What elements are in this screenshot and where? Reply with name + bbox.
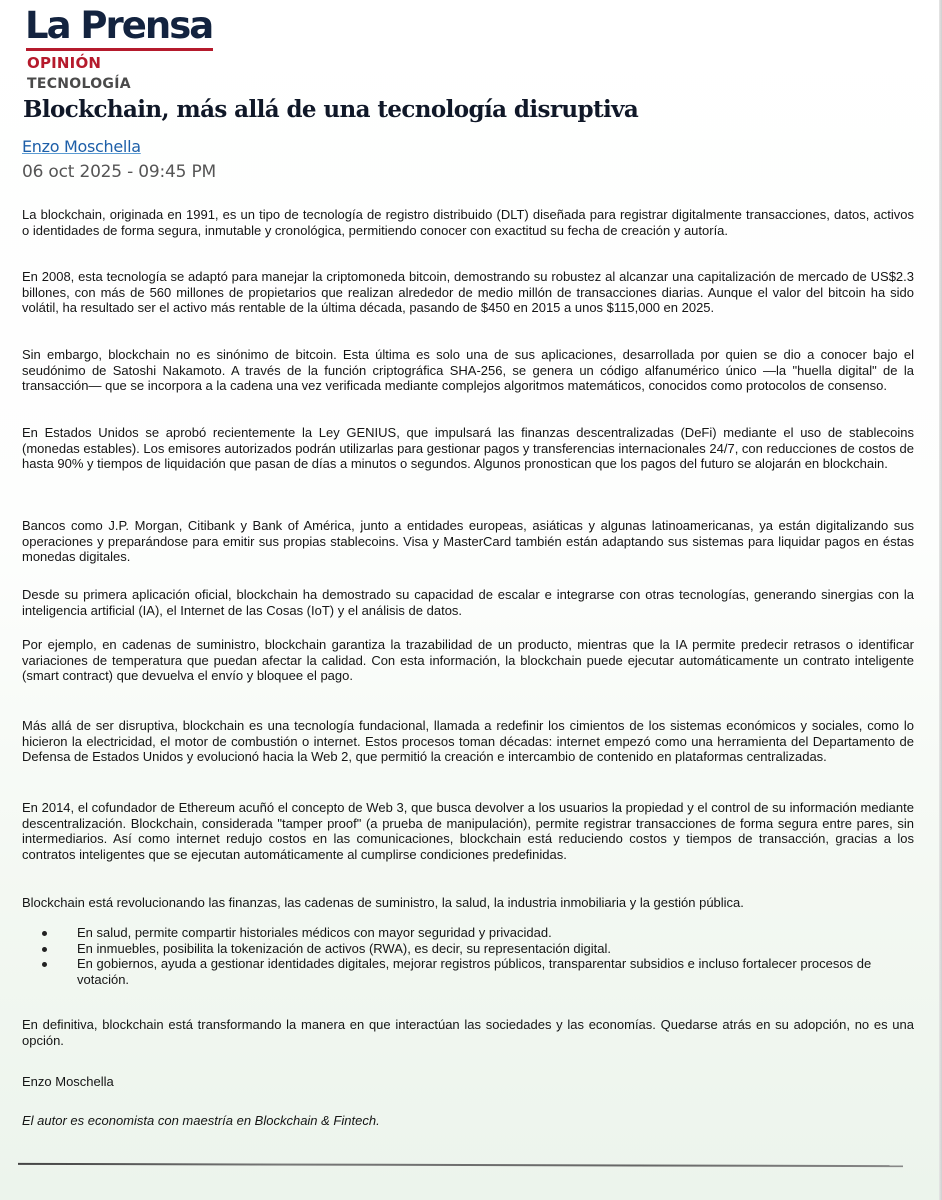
list-item: En salud, permite compartir historiales médicos con mayor seguridad y privacidad. (77, 925, 914, 941)
paragraph-4: En Estados Unidos se aprobó recientemente la Ley GENIUS, que impulsará las finanzas descentralizadas (DeFi) mediante el uso de stablecoins (monedas estables). Los emisores autorizados podrán utilizarlas para gestionar pagos y transferencias internacionales 24/7, con reducciones de costos de hasta 90% y tiempos de liquidación que pasan de días a minutos o segundos. Algunos pronostican que los pagos del futuro se alojarán en blockchain. (22, 425, 914, 472)
publish-date: 06 oct 2025 - 09:45 PM (22, 162, 216, 182)
list-item: En gobiernos, ayuda a gestionar identidades digitales, mejorar registros públicos, transparentar subsidios e incluso fortalecer procesos de votación. (77, 956, 914, 987)
author-link[interactable]: Enzo Moschella (22, 137, 141, 156)
applications-list (22, 925, 914, 988)
footer-divider (18, 1163, 903, 1167)
paragraph-3: Sin embargo, blockchain no es sinónimo de bitcoin. Esta última es solo una de sus aplicaciones, desarrollada por quien se dio a conocer bajo el seudónimo de Satoshi Nakamoto. A través de la función criptográfica SHA-256, se genera un código alfanumérico único —la "huella digital" de la transacción— que se incorpora a la cadena una vez verificada mediante complejos algoritmos matemáticos, conocidos como protocolos de consenso. (22, 347, 914, 394)
paragraph-1: La blockchain, originada en 1991, es un tipo de tecnología de registro distribuido (DLT) diseñada para registrar digitalmente transacciones, datos, activos o identidades de forma segura, inmutable y cronológica, permitiendo conocer con exactitud su fecha de creación y autoría. (22, 207, 914, 238)
paragraph-8: Más allá de ser disruptiva, blockchain es una tecnología fundacional, llamada a redefinir los cimientos de los sistemas económicos y sociales, como lo hicieron la electricidad, el motor de combustión o internet. Estos procesos toman décadas: internet empezó como una herramienta del Departamento de Defensa de Estados Unidos y evolucionó hacia la Web 2, que permitió la creación e intercambio de contenido en plataformas centralizadas. (22, 718, 914, 765)
paragraph-10: Blockchain está revolucionando las finanzas, las cadenas de suministro, la salud, la industria inmobiliaria y la gestión pública. (22, 895, 744, 910)
paragraph-2: En 2008, esta tecnología se adaptó para manejar la criptomoneda bitcoin, demostrando su robustez al alcanzar una capitalización de mercado de US$2.3 billones, con más de 560 millones de propietarios que realizan alrededor de medio millón de transacciones diarias. Aunque el valor del bitcoin ha sido volátil, ha resultado ser el activo más rentable de la última década, pasando de $450 en 2015 a unos $115,000 en 2025. (22, 269, 914, 316)
category-label: TECNOLOGÍA (27, 76, 131, 92)
list-item: En inmuebles, posibilita la tokenización de activos (RWA), es decir, su representación digital. (77, 941, 914, 957)
paragraph-9: En 2014, el cofundador de Ethereum acuñó el concepto de Web 3, que busca devolver a los usuarios la propiedad y el control de su información mediante descentralización. Blockchain, considerada "tamper proof" (a prueba de manipulación), permite registrar transacciones de forma segura entre pares, sin intermediarios. Así como internet redujo costos en las comunicaciones, blockchain está reduciendo costos y tiempos de transacción, gracias a los contratos inteligentes que se ejecutan automáticamente al cumplirse condiciones predefinidas. (22, 800, 914, 863)
conclusion-paragraph: En definitiva, blockchain está transformando la manera en que interactúan las sociedades y las economías. Quedarse atrás en su adopción, no es una opción. (22, 1017, 914, 1048)
paragraph-5: Bancos como J.P. Morgan, Citibank y Bank of América, junto a entidades europeas, asiáticas y algunas latinoamericanas, ya están digitalizando sus operaciones y preparándose para emitir sus propias stablecoins. Visa y MasterCard también están adaptando sus sistemas para liquidar pagos en éstas monedas digitales. (22, 518, 914, 565)
paragraph-7: Por ejemplo, en cadenas de suministro, blockchain garantiza la trazabilidad de un producto, mientras que la IA permite predecir retrasos o identificar variaciones de temperatura que puedan afectar la calidad. Con esta información, la blockchain puede ejecutar automáticamente un contrato inteligente (smart contract) que devuelva el envío y bloquee el pago. (22, 637, 914, 684)
author-signature: Enzo Moschella (22, 1074, 114, 1089)
logo-text: La Prensa (25, 4, 213, 47)
author-note: El autor es economista con maestría en Blockchain & Fintech. (22, 1113, 380, 1128)
paragraph-6: Desde su primera aplicación oficial, blockchain ha demostrado su capacidad de escalar e integrarse con otras tecnologías, generando sinergias con la inteligencia artificial (IA), el Internet de las Cosas (IoT) y el análisis de datos. (22, 587, 914, 618)
la-prensa-logo (25, 6, 212, 46)
logo-underline-divider (26, 48, 213, 51)
section-label: OPINIÓN (27, 54, 102, 72)
article-headline: Blockchain, más allá de una tecnología disruptiva (23, 96, 639, 123)
